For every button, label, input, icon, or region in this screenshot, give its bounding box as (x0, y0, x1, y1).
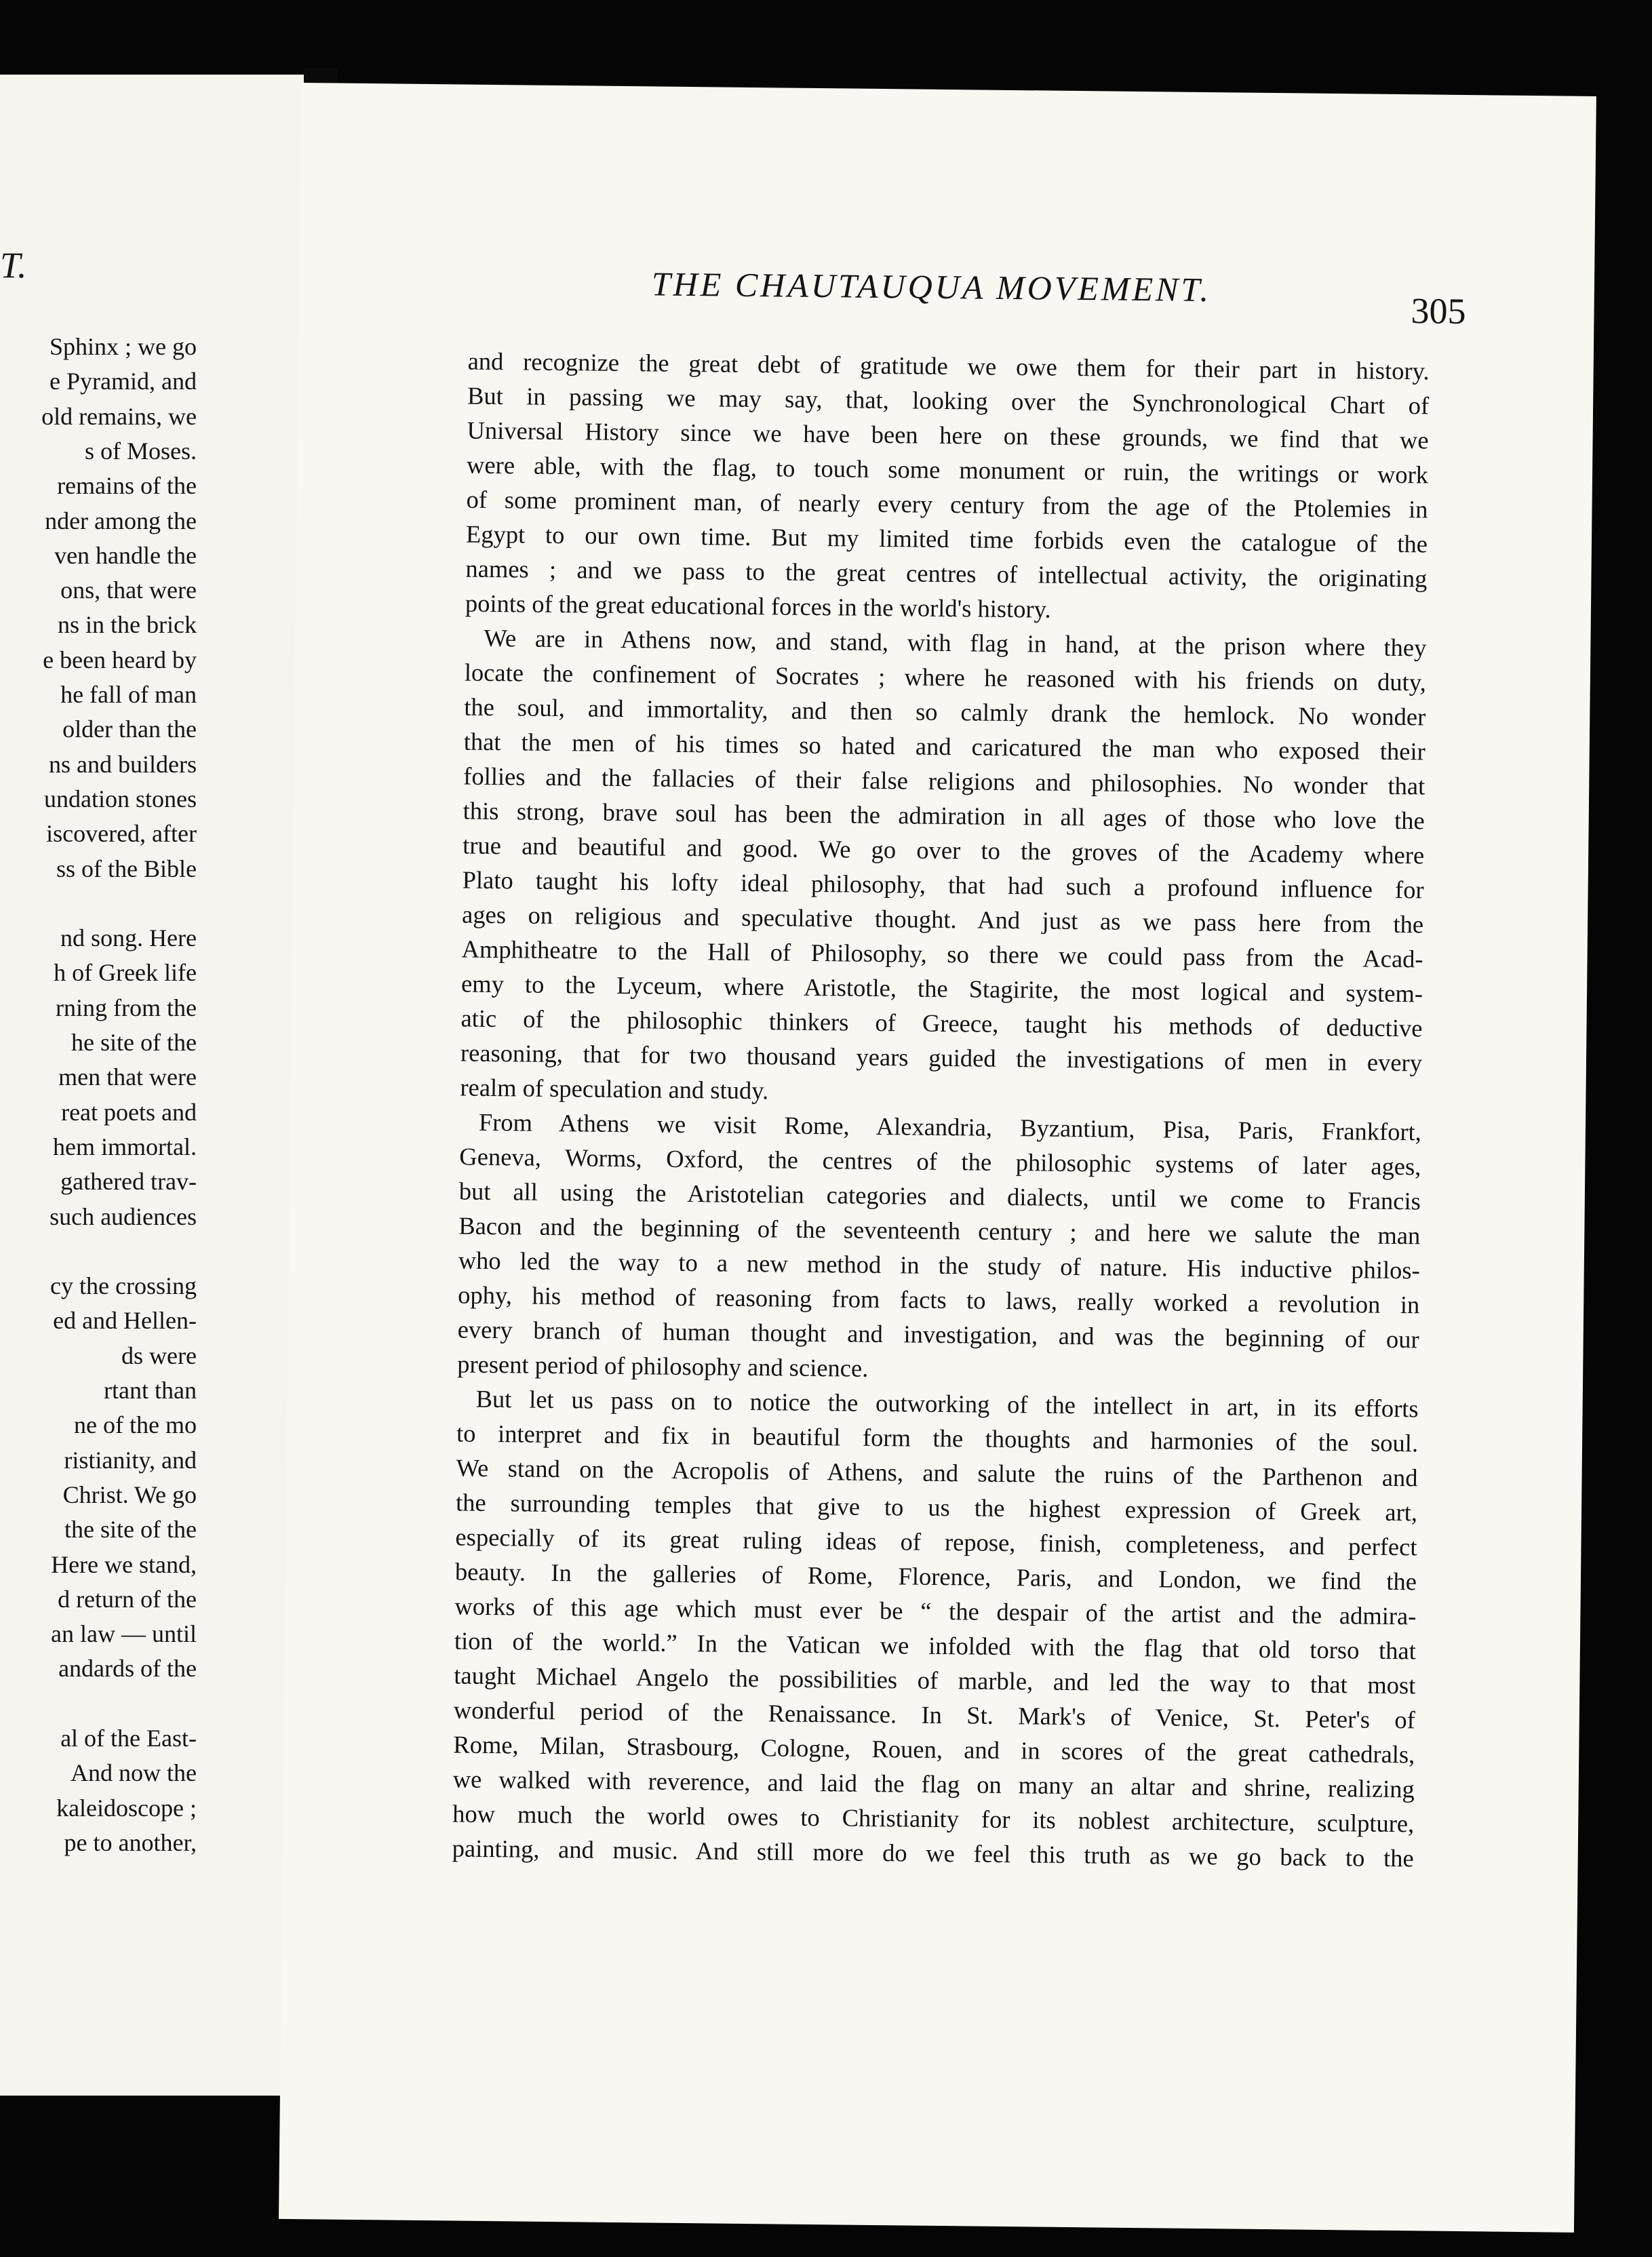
left-text-line: ed and Hellen- (53, 1307, 197, 1335)
text-line: and recognize the great debt of gratitude we owe them for their part in history. (467, 347, 1430, 385)
left-text-line: d return of the (58, 1585, 197, 1613)
text-line: Plato taught his lofty ideal philosophy, that had such a profound influence for (462, 865, 1424, 904)
text-line: emy to the Lyceum, where Aristotle, the Stagirite, the most logical and system- (460, 969, 1423, 1008)
text-line: the soul, and immortality, and then so calmly drank the hemlock. No wonder (464, 692, 1426, 731)
left-text-line: hem immortal. (53, 1133, 197, 1160)
text-line: every branch of human thought and investigation, and was the beginning of our (457, 1315, 1419, 1354)
text-line: names ; and we pass to the great centres of intellectual activity, the originating (465, 554, 1428, 593)
left-text-line: kaleidoscope ; (56, 1794, 197, 1822)
left-text-line: pe to another, (64, 1828, 197, 1856)
page-number: 305 (1411, 290, 1466, 332)
text-line: atic of the philosophic thinkers of Greece, taught his methods of deductive (460, 1004, 1423, 1042)
left-text-line: he site of the (71, 1029, 197, 1056)
left-text-line: ven handle the (54, 541, 197, 569)
text-line: But let us pass on to notice the outworking of the intellect in art, in its efforts (475, 1384, 1419, 1423)
text-line: locate the confinement of Socrates ; where he reasoned with his friends on duty, (464, 658, 1427, 696)
left-text-line: e Pyramid, and (50, 368, 197, 395)
left-text-line: ristianity, and (64, 1446, 197, 1474)
left-text-line: ne of the mo (74, 1411, 197, 1439)
text-line: realm of speculation and study. (460, 1073, 769, 1105)
text-line: how much the world owes to Christianity for its noblest architecture, sculpture, (452, 1799, 1415, 1838)
left-text-line: ss of the Bible (56, 855, 197, 882)
text-line: we walked with reverence, and laid the flag on many an altar and shrine, realizing (452, 1765, 1415, 1803)
text-line: Egypt to our own time. But my limited time forbids even the catalogue of the (465, 519, 1428, 558)
left-text-line: nder among the (45, 507, 197, 534)
left-text-line: such audiences (50, 1202, 197, 1230)
left-text-line: he fall of man (60, 681, 197, 708)
text-line: Universal History since we have been here on these grounds, we find that we (467, 416, 1429, 454)
text-line: From Athens we visit Rome, Alexandria, Byzantium, Pisa, Paris, Frankfort, (478, 1107, 1422, 1146)
text-line: works of this age which must ever be “ the despair of the artist and the admira- (454, 1592, 1417, 1630)
text-line: who led the way to a new method in the study of nature. His inductive philos- (458, 1246, 1420, 1284)
text-line: this strong, brave soul has been the admiration in all ages of those who love the (463, 796, 1425, 835)
text-line: taught Michael Angelo the possibilities of marble, and led the way to that most (454, 1661, 1416, 1700)
text-line: ages on religious and speculative thought. And just as we pass here from the (461, 900, 1424, 939)
left-text-line: rning from the (56, 994, 197, 1021)
left-page-heading-fragment: T. (0, 245, 27, 286)
left-text-line: Here we stand, (51, 1550, 197, 1578)
text-line: wonderful period of the Renaissance. In St. Mark's of Venice, St. Peter's of (453, 1695, 1416, 1734)
left-text-line: cy the crossing (50, 1272, 197, 1300)
text-line: ophy, his method of reasoning from facts to laws, really worked a revolution in (458, 1280, 1420, 1319)
left-text-line: the site of the (64, 1516, 197, 1544)
text-line: painting, and music. And still more do we feel this truth as we go back to the (452, 1834, 1414, 1872)
text-line: present period of philosophy and science. (457, 1350, 869, 1382)
text-line: reasoning, that for two thousand years guided the investigations of men in every (460, 1038, 1423, 1077)
text-line: Bacon and the beginning of the seventeenth century ; and here we salute the man (458, 1211, 1421, 1250)
left-text-line: men that were (58, 1063, 197, 1091)
left-text-line: remains of the (57, 472, 197, 500)
text-line: Amphitheatre to the Hall of Philosophy, so there we could pass from the Acad- (461, 935, 1423, 973)
text-line: Rome, Milan, Strasbourg, Cologne, Rouen, and in scores of the great cathedrals, (453, 1730, 1415, 1769)
left-text-line: s of Moses. (84, 437, 197, 465)
left-text-line: Christ. We go (62, 1480, 197, 1508)
left-text-line: undation stones (44, 785, 197, 812)
left-text-line: andards of the (58, 1655, 197, 1683)
left-text-line: ds were (121, 1341, 197, 1369)
running-head: THE CHAUTAUQUA MOVEMENT. (651, 264, 1212, 309)
text-line: points of the great educational forces in the world's history. (465, 589, 1051, 623)
left-text-line: And now the (71, 1759, 197, 1787)
text-line: especially of its great ruling ideas of repose, finish, completeness, and perfect (455, 1523, 1417, 1561)
left-text-line: old remains, we (41, 402, 197, 430)
left-text-line: ons, that were (60, 576, 197, 604)
left-text-line: Sphinx ; we go (49, 333, 197, 360)
text-line: We stand on the Acropolis of Athens, and salute the ruins of the Parthenon and (456, 1453, 1418, 1492)
text-line: were able, with the flag, to touch some monument or ruin, the writings or work (466, 450, 1429, 489)
left-text-line: older than the (62, 715, 197, 743)
text-line: We are in Athens now, and stand, with flag in hand, at the prison where they (484, 623, 1427, 662)
left-text-line: rtant than (104, 1377, 197, 1404)
left-text-line: al of the East- (60, 1725, 197, 1752)
left-text-line: e been heard by (43, 646, 197, 673)
text-line: follies and the fallacies of their false religions and philosophies. No wonder that (463, 762, 1425, 800)
left-text-line: ns in the brick (58, 611, 197, 639)
text-line: true and beautiful and good. We go over to the groves of the Academy where (463, 831, 1425, 869)
text-line: Geneva, Worms, Oxford, the centres of the philosophic systems of later ages, (459, 1142, 1421, 1181)
right-page (279, 83, 1596, 2233)
text-line: But in passing we may say, that, looking over the Synchronological Chart of (467, 381, 1430, 420)
text-line: to interpret and fix in beautiful form the thoughts and harmonies of the soul. (456, 1419, 1419, 1457)
left-text-line: reat poets and (61, 1098, 197, 1126)
text-line: beauty. In the galleries of Rome, Florence, Paris, and London, we find the (454, 1557, 1417, 1596)
text-line: of some prominent man, of nearly every century from the age of the Ptolemies in (466, 485, 1428, 524)
left-page (0, 75, 304, 2096)
left-text-line: iscovered, after (46, 820, 197, 848)
text-line: the surrounding temples that give to us the highest expression of Greek art, (455, 1488, 1418, 1527)
left-text-line: an law — until (51, 1620, 197, 1648)
text-line: tion of the world.” In the Vatican we infolded with the flag that old torso that (454, 1626, 1417, 1665)
left-text-line: ns and builders (49, 750, 197, 778)
left-text-line: h of Greek life (54, 959, 197, 987)
left-text-line: nd song. Here (60, 924, 197, 952)
text-line: that the men of his times so hated and caricatured the man who exposed their (463, 727, 1425, 766)
left-text-line: gathered trav- (60, 1168, 197, 1196)
text-line: but all using the Aristotelian categories and dialects, until we come to Francis (458, 1177, 1421, 1215)
